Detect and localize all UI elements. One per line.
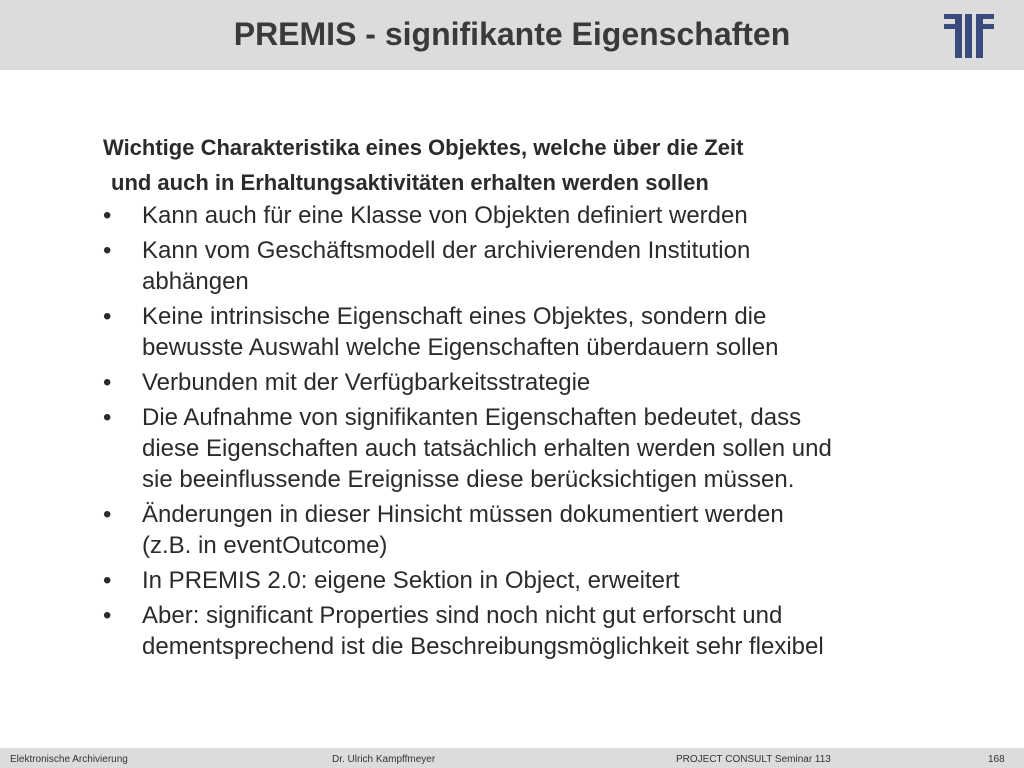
- bullet-item: [103, 301, 943, 363]
- bullet-item: [103, 200, 943, 231]
- header-bar: [0, 0, 1024, 70]
- bullet-text-line: Änderungen in dieser Hinsicht müssen dokumentiert werden: [142, 501, 784, 528]
- bullet-text-line: dementsprechend ist die Beschreibungsmöglichkeit sehr flexibel: [142, 633, 824, 660]
- bullet-text-line: Verbunden mit der Verfügbarkeitsstrategie: [142, 369, 591, 396]
- bullet-dot-icon: •: [103, 602, 112, 629]
- intro-line: Wichtige Charakteristika eines Objektes, welche über die Zeit: [103, 135, 744, 160]
- bullet-item: [103, 367, 943, 398]
- bullet-dot-icon: •: [103, 303, 112, 330]
- intro-text: [103, 130, 943, 200]
- page-number: 168: [988, 754, 1005, 765]
- slide-title: PREMIS - signifikante Eigenschaften: [233, 16, 791, 52]
- bullet-dot-icon: •: [103, 567, 112, 594]
- bullet-dot-icon: •: [103, 369, 112, 396]
- project-consult-logo-icon: [944, 14, 994, 58]
- bullet-dot-icon: •: [103, 202, 112, 229]
- footer-course: Elektronische Archivierung: [10, 754, 128, 765]
- bullet-dot-icon: •: [103, 501, 112, 528]
- bullet-text-line: diese Eigenschaften auch tatsächlich erhalten werden sollen und: [142, 435, 832, 462]
- bullet-text-line: (z.B. in eventOutcome): [142, 532, 388, 559]
- bullet-text-line: Kann vom Geschäftsmodell der archivierenden Institution: [142, 237, 751, 264]
- bullet-text-line: Die Aufnahme von signifikanten Eigenschaften bedeutet, dass: [142, 404, 802, 431]
- bullet-text-line: abhängen: [142, 268, 249, 295]
- bullet-text-line: sie beeinflussende Ereignisse diese berücksichtigen müssen.: [142, 466, 795, 493]
- slide-content: [103, 130, 943, 666]
- bullet-item: [103, 235, 943, 297]
- bullet-text-line: Aber: significant Properties sind noch nicht gut erforscht und: [142, 602, 783, 629]
- bullet-item: [103, 499, 943, 561]
- bullet-item: [103, 565, 943, 596]
- footer-author: Dr. Ulrich Kampffmeyer: [332, 754, 436, 765]
- bullet-item: [103, 600, 943, 662]
- bullet-dot-icon: •: [103, 237, 112, 264]
- intro-line: und auch in Erhaltungsaktivitäten erhalten werden sollen: [111, 170, 709, 195]
- footer-bar: [0, 748, 1024, 768]
- bullet-dot-icon: •: [103, 404, 112, 431]
- footer-seminar: PROJECT CONSULT Seminar 113: [676, 754, 831, 765]
- bullet-text-line: Keine intrinsische Eigenschaft eines Objektes, sondern die: [142, 303, 767, 330]
- bullet-item: [103, 402, 943, 495]
- bullet-text-line: Kann auch für eine Klasse von Objekten definiert werden: [142, 202, 748, 229]
- bullet-text-line: bewusste Auswahl welche Eigenschaften überdauern sollen: [142, 334, 779, 361]
- bullet-text-line: In PREMIS 2.0: eigene Sektion in Object, erweitert: [142, 567, 680, 594]
- bullet-list: [103, 200, 943, 662]
